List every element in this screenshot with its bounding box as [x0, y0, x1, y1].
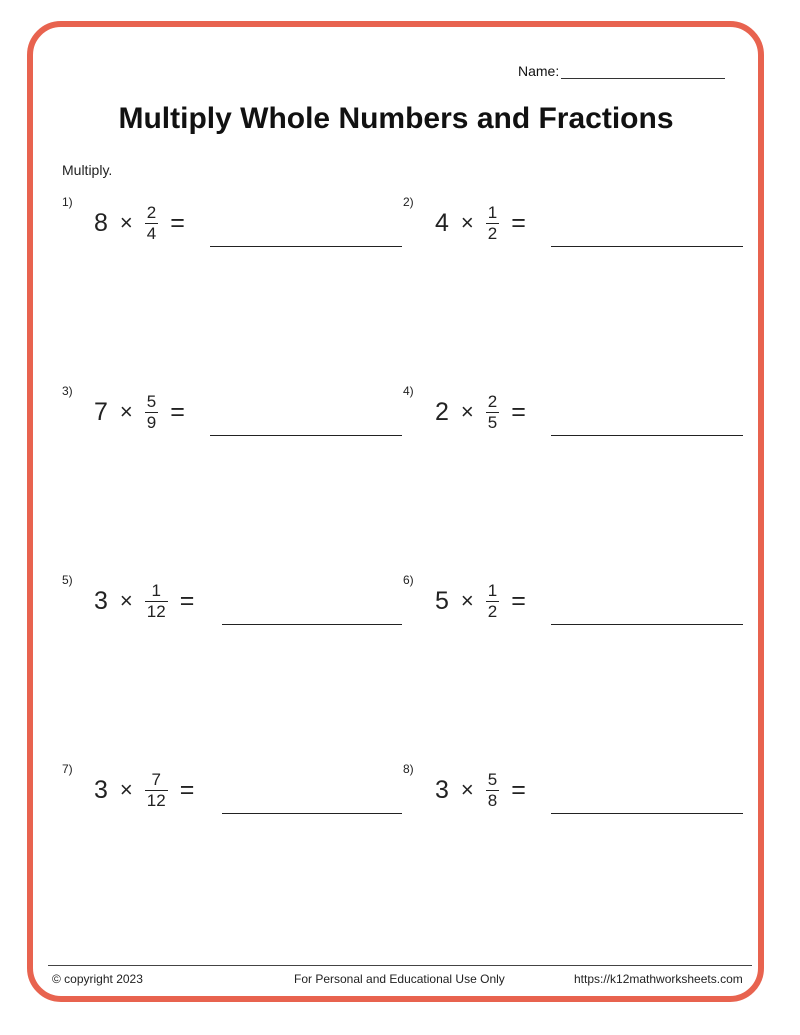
- equals-sign: =: [179, 775, 195, 804]
- whole-number: 5: [435, 586, 449, 615]
- problem-number: 4): [403, 384, 414, 398]
- fraction: [145, 392, 158, 433]
- answer-line[interactable]: [551, 813, 743, 814]
- denominator: 4: [146, 223, 157, 243]
- equals-sign: =: [511, 208, 526, 237]
- problem-number: 1): [62, 195, 73, 209]
- answer-line[interactable]: [222, 624, 402, 625]
- usage-text: For Personal and Educational Use Only: [294, 972, 505, 986]
- instruction-text: Multiply.: [62, 162, 113, 178]
- problem-number: 3): [62, 384, 73, 398]
- problem-expression: [435, 768, 526, 812]
- answer-line[interactable]: [551, 246, 743, 247]
- multiply-sign: ×: [119, 588, 133, 613]
- denominator: 2: [487, 223, 498, 243]
- problem-expression: [435, 201, 526, 245]
- problem-8: [403, 762, 743, 822]
- equals-sign: =: [511, 586, 526, 615]
- problem-number: 7): [62, 762, 73, 776]
- problem-4: [403, 384, 743, 444]
- fraction: [145, 770, 168, 811]
- denominator: 12: [146, 790, 166, 810]
- multiply-sign: ×: [119, 399, 133, 424]
- denominator: 2: [487, 601, 498, 621]
- problem-7: [62, 762, 402, 822]
- numerator: 2: [146, 202, 157, 222]
- multiply-sign: ×: [460, 777, 474, 802]
- denominator: 5: [487, 412, 498, 432]
- fraction: [145, 581, 168, 622]
- answer-line[interactable]: [210, 246, 402, 247]
- whole-number: 8: [94, 208, 108, 237]
- problem-expression: [94, 390, 185, 434]
- problem-number: 6): [403, 573, 414, 587]
- whole-number: 7: [94, 397, 108, 426]
- name-blank[interactable]: [561, 64, 725, 79]
- name-label: Name:: [518, 63, 560, 79]
- numerator: 1: [487, 202, 498, 222]
- fraction: [486, 203, 499, 244]
- problem-3: [62, 384, 402, 444]
- problem-expression: [435, 390, 526, 434]
- fraction: [486, 770, 499, 811]
- footer-divider: [48, 965, 752, 966]
- equals-sign: =: [179, 586, 195, 615]
- multiply-sign: ×: [460, 399, 474, 424]
- whole-number: 3: [435, 775, 449, 804]
- worksheet-title: Multiply Whole Numbers and Fractions: [118, 102, 674, 135]
- answer-line[interactable]: [210, 435, 402, 436]
- name-field: [518, 63, 725, 79]
- numerator: 1: [151, 580, 161, 600]
- equals-sign: =: [170, 208, 185, 237]
- problem-expression: [435, 579, 526, 623]
- multiply-sign: ×: [460, 210, 474, 235]
- problem-6: [403, 573, 743, 633]
- denominator: 12: [146, 601, 166, 621]
- problem-expression: [94, 768, 194, 812]
- problem-expression: [94, 579, 194, 623]
- fraction: [486, 581, 499, 622]
- footer-url[interactable]: https://k12mathworksheets.com: [574, 972, 743, 986]
- whole-number: 4: [435, 208, 449, 237]
- equals-sign: =: [511, 775, 526, 804]
- numerator: 5: [146, 391, 157, 411]
- answer-line[interactable]: [551, 624, 743, 625]
- problem-number: 5): [62, 573, 73, 587]
- denominator: 9: [146, 412, 157, 432]
- problem-expression: [94, 201, 185, 245]
- equals-sign: =: [170, 397, 185, 426]
- numerator: 2: [487, 391, 498, 411]
- fraction: [486, 392, 499, 433]
- problem-number: 2): [403, 195, 414, 209]
- numerator: 1: [487, 580, 498, 600]
- denominator: 8: [487, 790, 498, 810]
- answer-line[interactable]: [222, 813, 402, 814]
- equals-sign: =: [511, 397, 526, 426]
- problem-number: 8): [403, 762, 414, 776]
- problem-2: [403, 195, 743, 255]
- problem-5: [62, 573, 402, 633]
- multiply-sign: ×: [119, 210, 133, 235]
- whole-number: 2: [435, 397, 449, 426]
- multiply-sign: ×: [119, 777, 133, 802]
- numerator: 5: [487, 769, 498, 789]
- multiply-sign: ×: [460, 588, 474, 613]
- whole-number: 3: [94, 775, 108, 804]
- problem-1: [62, 195, 402, 255]
- whole-number: 3: [94, 586, 108, 615]
- fraction: [145, 203, 158, 244]
- answer-line[interactable]: [551, 435, 743, 436]
- page-border: [27, 21, 764, 1002]
- copyright-text: © copyright 2023: [52, 972, 143, 986]
- numerator: 7: [151, 769, 161, 789]
